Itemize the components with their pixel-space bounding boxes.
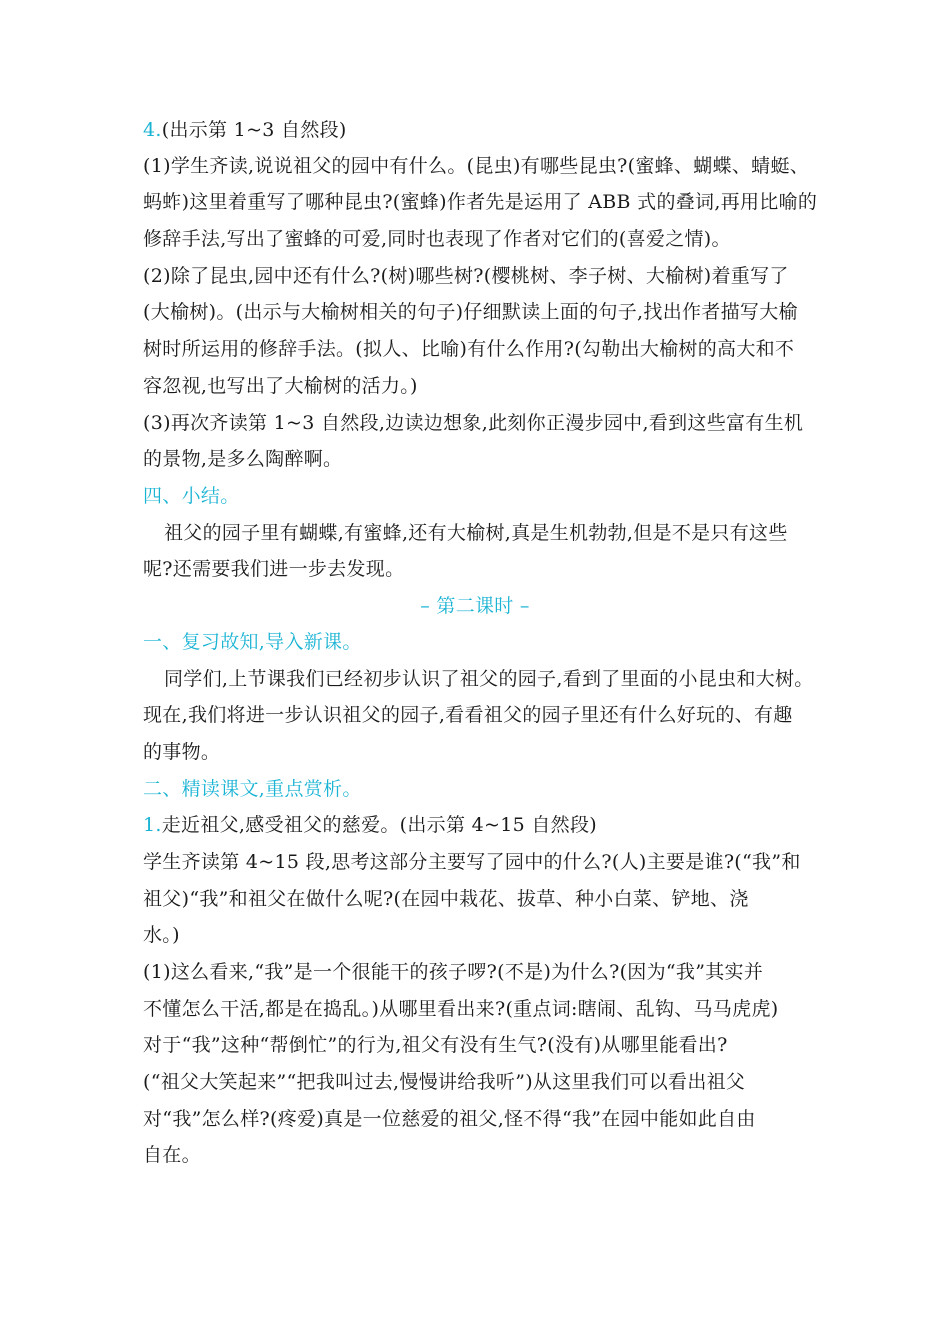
heading-review: 一、复习故知,导入新课。 (143, 631, 362, 653)
section-4-heading (143, 117, 347, 143)
review-line: 现在,我们将进一步认识祖父的园子,看看祖父的园子里还有什么好玩的、有趣 (143, 704, 793, 726)
item-1-number: 1. (143, 814, 162, 836)
item-1-text: 走近祖父,感受祖父的慈爱。(出示第 4~15 自然段) (161, 814, 597, 836)
question-1-line: 对于“我”这种“帮倒忙”的行为,祖父有没有生气?(没有)从哪里能看出? (143, 1034, 728, 1056)
question-1-line: (1)这么看来,“我”是一个很能干的孩子啰?(不是)为什么?(因为“我”其实并 (143, 961, 764, 983)
paragraph-2-line: (2)除了昆虫,园中还有什么?(树)哪些树?(樱桃树、李子树、大榆树)着重写了 (143, 265, 789, 287)
item-1-heading (143, 812, 597, 838)
section-4-text: (出示第 1~3 自然段) (161, 119, 347, 141)
reading-line: 学生齐读第 4~15 段,思考这部分主要写了园中的什么?(人)主要是谁?(“我”和 (143, 851, 801, 873)
review-line: 的事物。 (143, 741, 221, 763)
section-4-number: 4. (143, 119, 162, 141)
review-line: 同学们,上节课我们已经初步认识了祖父的园子,看到了里面的小昆虫和大树。 (164, 668, 814, 690)
heading-close-reading: 二、精读课文,重点赏析。 (143, 778, 362, 800)
paragraph-3-line: 的景物,是多么陶醉啊。 (143, 448, 343, 470)
question-1-line: 对“我”怎么样?(疼爱)真是一位慈爱的祖父,怪不得“我”在园中能如此自由 (143, 1108, 756, 1130)
lesson-2-title: – 第二课时 – (420, 595, 530, 617)
summary-line: 祖父的园子里有蝴蝶,有蜜蜂,还有大榆树,真是生机勃勃,但是不是只有这些 (164, 522, 788, 544)
paragraph-1-line: 修辞手法,写出了蜜蜂的可爱,同时也表现了作者对它们的(喜爱之情)。 (143, 228, 731, 250)
paragraph-1-line: 蚂蚱)这里着重写了哪种昆虫?(蜜蜂)作者先是运用了 ABB 式的叠词,再用比喻的 (143, 191, 818, 213)
question-1-line: 自在。 (143, 1144, 201, 1166)
heading-summary: 四、小结。 (143, 485, 240, 507)
paragraph-2-line: (大榆树)。(出示与大榆树相关的句子)仔细默读上面的句子,找出作者描写大榆 (143, 301, 798, 323)
question-1-line: 不懂怎么干活,都是在捣乱。)从哪里看出来?(重点词:瞎闹、乱钩、马马虎虎) (143, 998, 779, 1020)
summary-line: 呢?还需要我们进一步去发现。 (143, 558, 405, 580)
paragraph-2-line: 树时所运用的修辞手法。(拟人、比喻)有什么作用?(勾勒出大榆树的高大和不 (143, 338, 795, 360)
question-1-line: (“祖父大笑起来”“把我叫过去,慢慢讲给我听”)从这里我们可以看出祖父 (143, 1071, 746, 1093)
paragraph-1-line: (1)学生齐读,说说祖父的园中有什么。(昆虫)有哪些昆虫?(蜜蜂、蝴蝶、蜻蜓、 (143, 155, 810, 177)
paragraph-3-line: (3)再次齐读第 1~3 自然段,边读边想象,此刻你正漫步园中,看到这些富有生机 (143, 412, 804, 434)
paragraph-2-line: 容忽视,也写出了大榆树的活力。) (143, 375, 418, 397)
reading-line: 水。) (143, 924, 180, 946)
reading-line: 祖父)“我”和祖父在做什么呢?(在园中栽花、拔草、种小白菜、铲地、浇 (143, 888, 749, 910)
